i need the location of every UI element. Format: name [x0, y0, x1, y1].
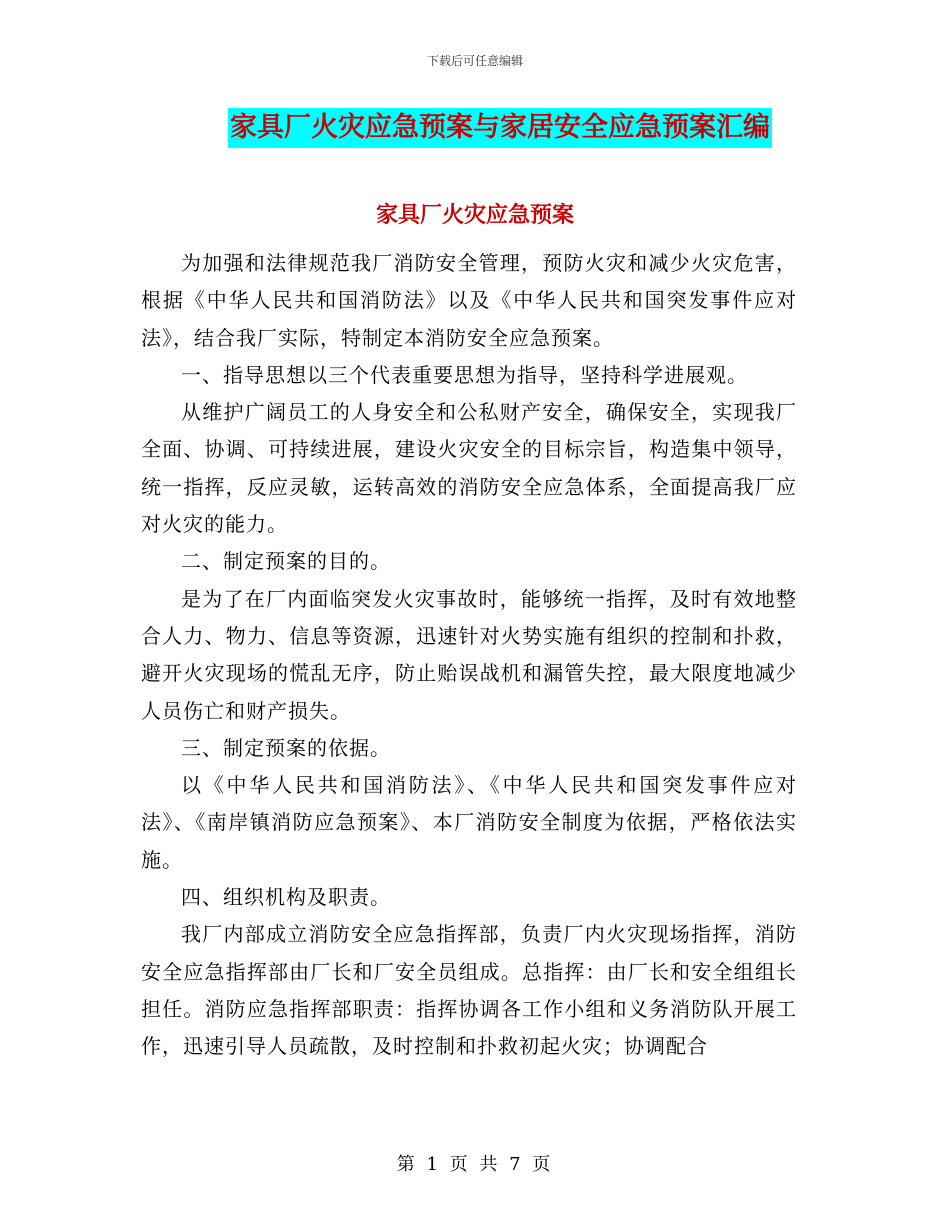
paragraph: 二、制定预案的目的。 — [181, 549, 391, 574]
paragraph: 我厂内部成立消防安全应急指挥部，负责厂内火灾现场指挥，消防安全应急指挥部由厂长和厂安全员组成。总指挥：由厂长和安全组组长担任。消防应急指挥部职责：指挥协调各工作小组和义务消防队开展工作，迅速引导人员疏散，及时控制和扑救初起火灾；协调配合 — [141, 922, 797, 1059]
paragraph: 以《中华人民共和国消防法》、《中华人民共和国突发事件应对法》、《南岸镇消防应急预案》、本厂消防安全制度为依据，严格依法实施。 — [141, 773, 797, 872]
page-footer: 第 1 页 共 7 页 — [396, 1154, 554, 1175]
header-note: 下载后可任意编辑 — [426, 54, 523, 68]
paragraph: 为加强和法律规范我厂消防安全管理，预防火灾和减少火灾危害，根据《中华人民共和国消防法》以及《中华人民共和国突发事件应对法》，结合我厂实际，特制定本消防安全应急预案。 — [141, 251, 797, 350]
document-title-block — [0, 108, 950, 148]
document-title: 家具厂火灾应急预案与家居安全应急预案汇编 — [228, 108, 772, 148]
paragraph: 一、指导思想以三个代表重要思想为指导，坚持科学进展观。 — [181, 362, 748, 387]
paragraph: 四、组织机构及职责。 — [181, 885, 391, 910]
paragraph: 是为了在厂内面临突发火灾事故时，能够统一指挥，及时有效地整合人力、物力、信息等资源，迅速针对火势实施有组织的控制和扑救，避开火灾现场的慌乱无序，防止贻误战机和漏管失控，最大限度地减少人员伤亡和财产损失。 — [141, 586, 797, 723]
paragraph: 从维护广阔员工的人身安全和公私财产安全，确保安全，实现我厂全面、协调、可持续进展，建设火灾安全的目标宗旨，构造集中领导，统一指挥，反应灵敏，运转高效的消防安全应急体系，全面提高我厂应对火灾的能力。 — [141, 400, 797, 537]
paragraph: 三、制定预案的依据。 — [181, 735, 391, 760]
body-text — [141, 245, 797, 1066]
section-title: 家具厂火灾应急预案 — [375, 203, 574, 228]
